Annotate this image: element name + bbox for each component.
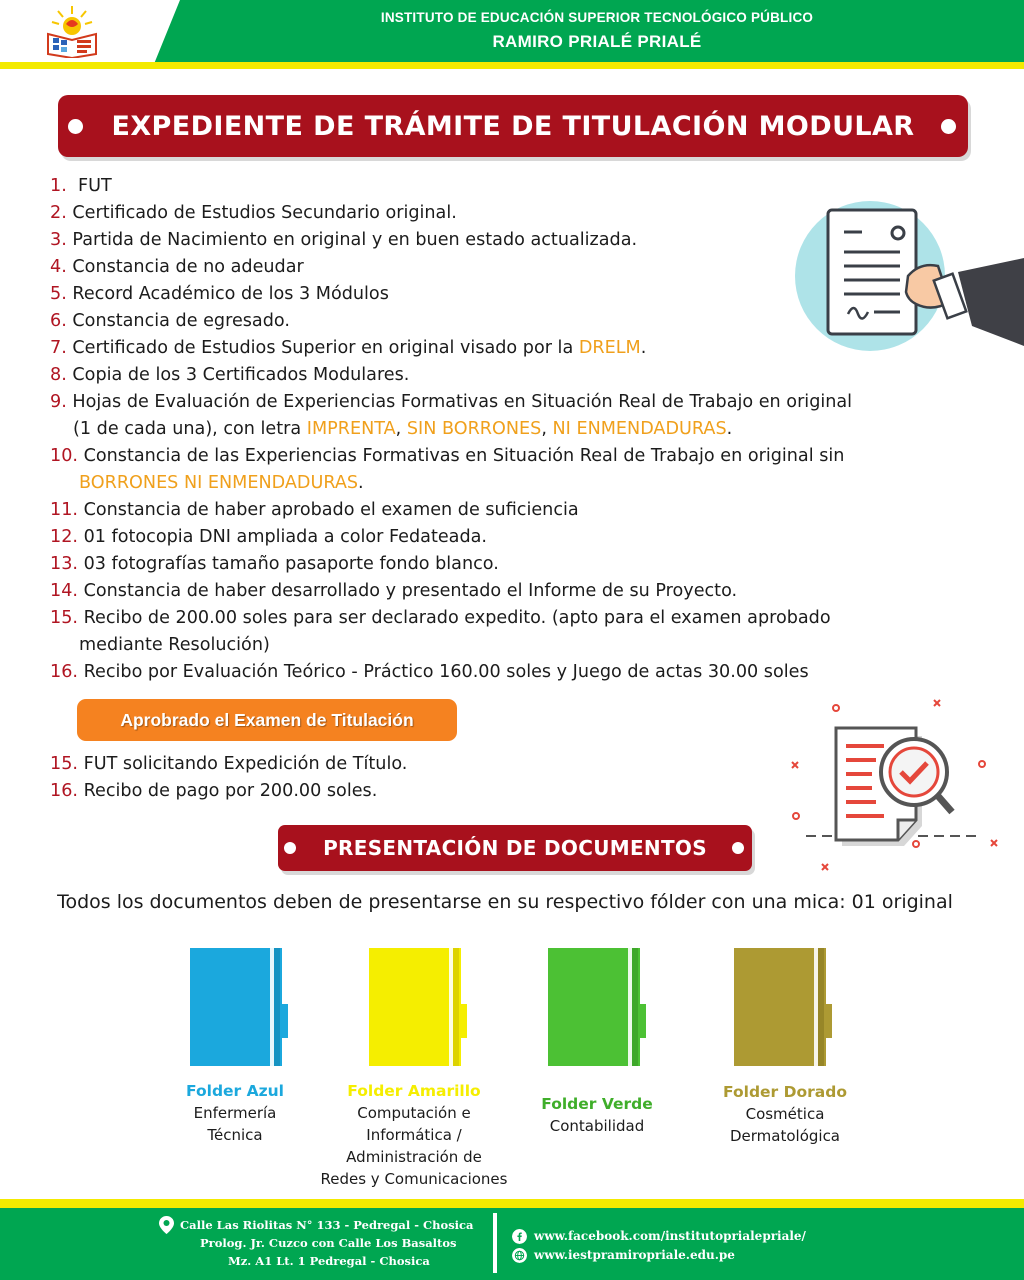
highlight-text: NI ENMENDADURAS <box>552 419 727 439</box>
post-approval-item: 15. FUT solicitando Expedición de Título. <box>50 754 408 774</box>
program-name: Contabilidad <box>549 1117 645 1135</box>
header-divider <box>0 62 1024 69</box>
footer-address: Mz. A1 Lt. 1 Pedregal - Chosica <box>228 1254 430 1268</box>
folder-name: Folder Amarillo <box>347 1082 481 1100</box>
requirement-item: 9. Hojas de Evaluación de Experiencias Formativas en Situación Real de Trabajo en original <box>50 392 853 412</box>
institute-name: RAMIRO PRIALÉ PRIALÉ <box>492 32 702 51</box>
banner-dot <box>941 119 956 134</box>
highlight-text: IMPRENTA <box>306 419 396 439</box>
banner-dot <box>68 119 83 134</box>
facebook-link[interactable]: www.facebook.com/institutoprialepriale/ <box>534 1229 806 1243</box>
folder-green-icon <box>546 946 646 1066</box>
approved-exam-tag: Aprobrado el Examen de Titulación <box>77 699 457 741</box>
footer-bar <box>0 1208 1024 1280</box>
requirement-item: 2. Certificado de Estudios Secundario original. <box>50 203 457 223</box>
program-name: Informática / <box>366 1126 462 1144</box>
institute-logo <box>44 4 100 58</box>
program-name: Cosmética <box>745 1105 825 1123</box>
location-pin-icon <box>159 1216 174 1234</box>
requirement-item: 12. 01 fotocopia DNI ampliada a color Fedateada. <box>50 527 487 547</box>
signed-document-icon <box>790 196 1024 356</box>
requirement-item: 14. Constancia de haber desarrollado y presentado el Informe de su Proyecto. <box>50 581 738 601</box>
folder-yellow-icon <box>367 946 467 1066</box>
program-name: Redes y Comunicaciones <box>320 1170 508 1188</box>
facebook-icon <box>512 1229 527 1244</box>
program-name: Computación e <box>357 1104 471 1122</box>
folder-name: Folder Verde <box>541 1095 653 1113</box>
program-name: Enfermería <box>193 1104 277 1122</box>
requirement-continuation: mediante Resolución) <box>79 635 270 655</box>
folder-gold-icon <box>732 946 832 1066</box>
page-title: EXPEDIENTE DE TRÁMITE DE TITULACIÓN MODULAR <box>111 110 915 142</box>
post-approval-item: 16. Recibo de pago por 200.00 soles. <box>50 781 378 801</box>
folder-name: Folder Dorado <box>723 1083 847 1101</box>
institute-type: INSTITUTO DE EDUCACIÓN SUPERIOR TECNOLÓGICO PÚBLICO <box>380 10 814 25</box>
globe-icon <box>512 1248 527 1263</box>
footer-address: Calle Las Riolitas N° 133 - Pedregal - Chosica <box>180 1218 474 1232</box>
footer-separator <box>493 1213 497 1273</box>
presentation-note: Todos los documentos deben de presentarse en su respectivo fólder con una mica: 01 original <box>57 891 953 913</box>
requirement-item: 15. Recibo de 200.00 soles para ser declarado expedito. (apto para el examen aprobado <box>50 608 831 628</box>
program-name: Técnica <box>207 1126 263 1144</box>
folder-blue-icon <box>188 946 288 1066</box>
website-link[interactable]: www.iestpramiropriale.edu.pe <box>534 1248 735 1262</box>
requirement-item: 5. Record Académico de los 3 Módulos <box>50 284 389 304</box>
folder-blue-caption <box>160 1080 310 1146</box>
requirement-item: 10. Constancia de las Experiencias Formativas en Situación Real de Trabajo en original sin <box>50 446 845 466</box>
requirement-item: 16. Recibo por Evaluación Teórico - Práctico 160.00 soles y Juego de actas 30.00 soles <box>50 662 809 682</box>
requirement-item: 8. Copia de los 3 Certificados Modulares. <box>50 365 410 385</box>
folder-green-caption <box>522 1093 672 1137</box>
footer-address: Prolog. Jr. Cuzco con Calle Los Basaltos <box>200 1236 457 1250</box>
requirement-item: 11. Constancia de haber aprobado el examen de suficiencia <box>50 500 579 520</box>
folder-gold-caption <box>705 1081 865 1147</box>
requirement-continuation: BORRONES NI ENMENDADURAS. <box>79 473 364 493</box>
banner-dot <box>284 842 296 854</box>
requirement-item: 4. Constancia de no adeudar <box>50 257 304 277</box>
highlight-text: BORRONES NI ENMENDADURAS <box>79 473 359 493</box>
main-title-banner <box>58 95 968 157</box>
requirement-item: 7. Certificado de Estudios Superior en original visado por la DRELM. <box>50 338 647 358</box>
folder-name: Folder Azul <box>186 1082 284 1100</box>
banner-dot <box>732 842 744 854</box>
program-name: Dermatológica <box>729 1127 841 1145</box>
requirement-item: 3. Partida de Nacimiento en original y en buen estado actualizada. <box>50 230 638 250</box>
footer-divider <box>0 1199 1024 1208</box>
highlight-text: SIN BORRONES <box>406 419 542 439</box>
requirement-item: 6. Constancia de egresado. <box>50 311 290 331</box>
requirement-continuation: (1 de cada una), con letra IMPRENTA, SIN BORRONES, NI ENMENDADURAS. <box>73 419 733 439</box>
highlight-text: DRELM <box>578 338 641 358</box>
folder-yellow-caption <box>314 1080 514 1190</box>
program-name: Administración de <box>346 1148 482 1166</box>
requirement-item: 13. 03 fotografías tamaño pasaporte fondo blanco. <box>50 554 499 574</box>
section-title: PRESENTACIÓN DE DOCUMENTOS <box>323 836 707 860</box>
requirement-item: 1. FUT <box>50 176 112 196</box>
presentation-banner <box>278 825 752 871</box>
checked-report-icon <box>786 696 1006 876</box>
